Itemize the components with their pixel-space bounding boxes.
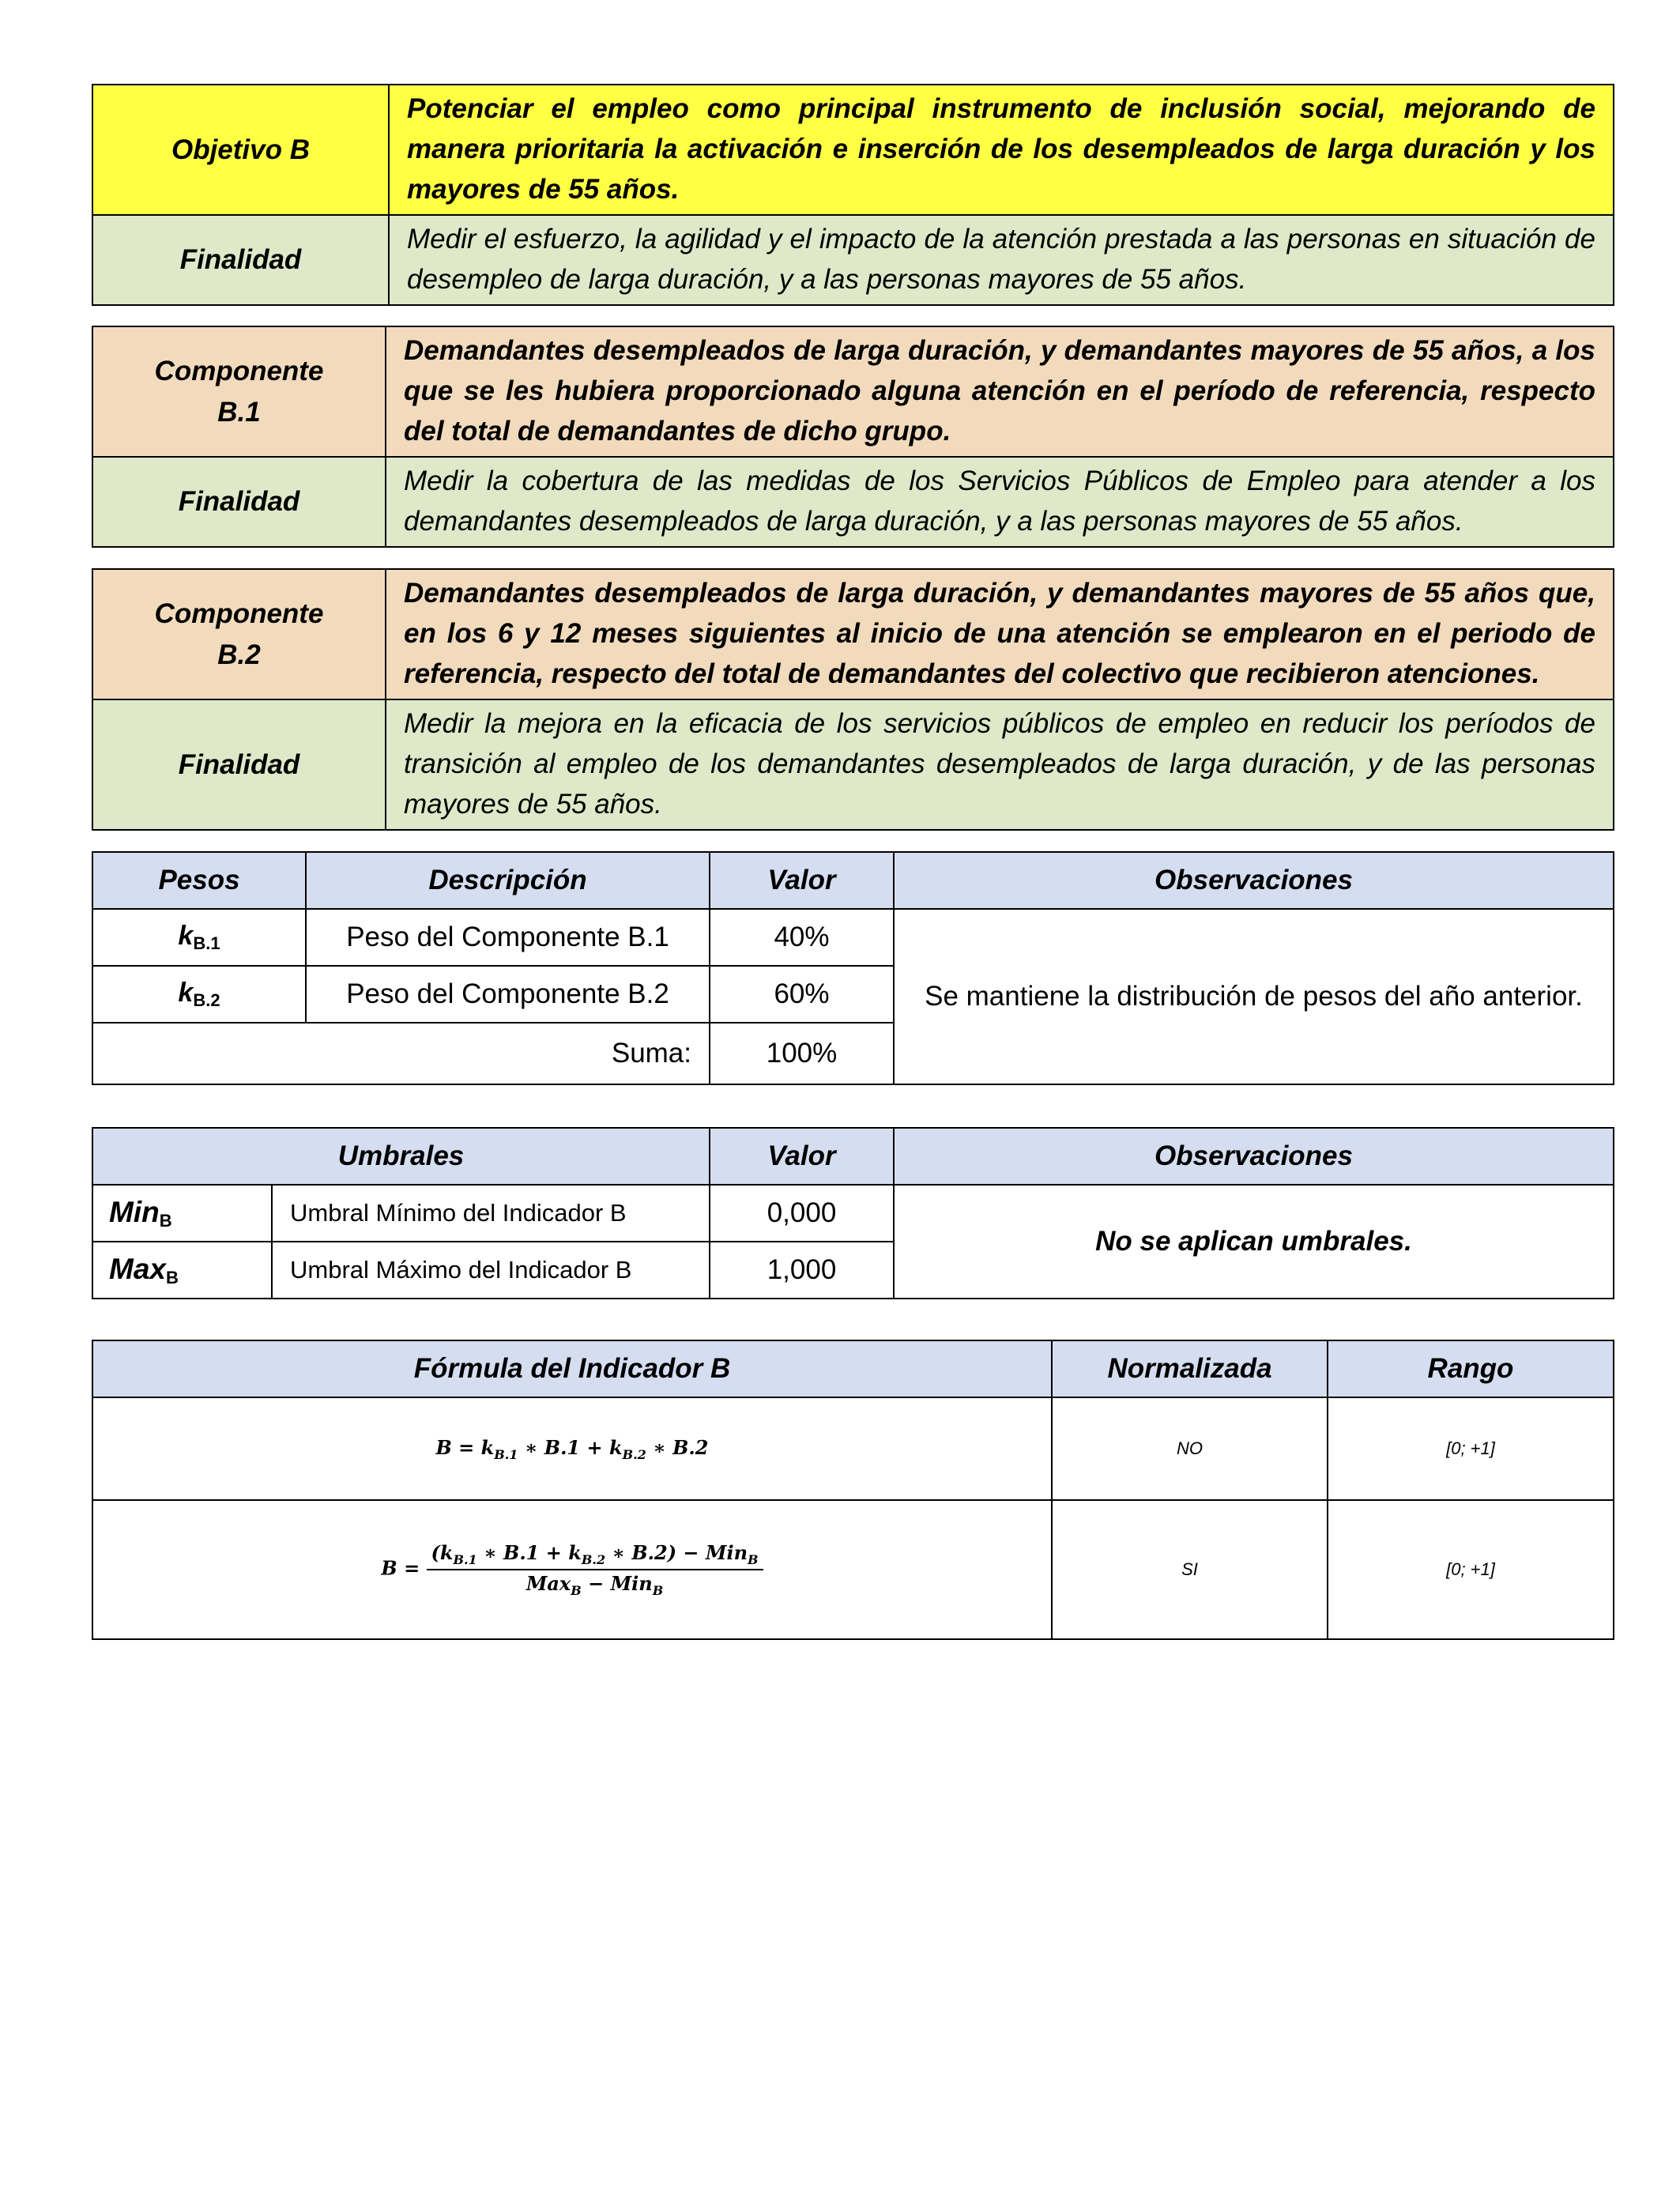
formula-header-formula: Fórmula del Indicador B — [92, 1340, 1052, 1397]
peso-desc-b2: Peso del Componente B.2 — [306, 966, 710, 1023]
componente-b1-text: Demandantes desempleados de larga duración, y demandantes mayores de 55 años, a los que se les hubiera proporcionado alguna atención en el período de referencia, respecto del total de demandantes de dicho grupo. — [386, 326, 1614, 457]
suma-valor: 100% — [710, 1023, 894, 1084]
peso-valor-b2: 60% — [710, 966, 894, 1023]
peso-k-b1 — [92, 909, 306, 966]
umbral-max-valor: 1,000 — [710, 1242, 894, 1299]
rango-no: [0; +1] — [1328, 1397, 1614, 1500]
pesos-table — [92, 851, 1614, 1085]
finalidad-b1-label: Finalidad — [92, 457, 386, 547]
pesos-header-valor: Valor — [710, 852, 894, 909]
peso-valor-b1: 40% — [710, 909, 894, 966]
umbral-min-subscript: B — [159, 1210, 172, 1231]
umbral-min-valor: 0,000 — [710, 1185, 894, 1242]
peso-k-symbol: k — [178, 978, 194, 1008]
finalidad-text: Medir el esfuerzo, la agilidad y el impacto de la atención prestada a las personas en situación de desempleo de larga duración, y a las personas mayores de 55 años. — [389, 215, 1614, 305]
formula-no-normalizada: $B = k_{B.1}$ ∗ $B.1 + k_{B.2}$ ∗ B.2 — [92, 1397, 1052, 1500]
componente-b2-label-line1: Componente — [154, 598, 324, 629]
umbrales-observacion: No se aplican umbrales. — [894, 1185, 1614, 1299]
componente-b2-label — [92, 569, 386, 699]
pesos-header-observaciones: Observaciones — [894, 852, 1614, 909]
finalidad-label: Finalidad — [92, 215, 389, 305]
componente-b1-label — [92, 326, 386, 457]
finalidad-b2-label: Finalidad — [92, 699, 386, 830]
umbral-max-desc: Umbral Máximo del Indicador B — [272, 1242, 710, 1299]
formula-denominator: Max$_B$ − Min$_B$ — [525, 1572, 664, 1598]
componente-b2-label-line2: B.2 — [217, 639, 261, 670]
finalidad-b2-text: Medir la mejora en la eficacia de los servicios públicos de empleo en reducir los períodos de transición al empleo de los demandantes desempleados de larga duración, y de las personas mayores de 55 años. — [386, 699, 1614, 830]
componente-b2-table — [92, 568, 1614, 831]
umbral-max-subscript: B — [165, 1267, 179, 1287]
umbral-max-name — [92, 1242, 272, 1299]
componente-b1-table — [92, 326, 1614, 548]
peso-k-subscript: B.1 — [193, 933, 220, 953]
formula-numerator: ($k_{B.1}$ ∗ $B.1 + k_{B.2}$ ∗ B.2) − Min$_B$ — [427, 1541, 763, 1570]
umbrales-header-observaciones: Observaciones — [894, 1128, 1614, 1185]
formula-normalizada: B = $\frac{(k_{B.1} ∗ B.1 + k_{B.2} ∗ B.2) - Min_B}{Max_B - Min_B}$ — [92, 1500, 1052, 1639]
formula-header-normalizada: Normalizada — [1052, 1340, 1328, 1397]
formula-fraction — [427, 1541, 763, 1598]
objetivo-label: Objetivo B — [92, 85, 389, 215]
componente-b2-text: Demandantes desempleados de larga duración, y demandantes mayores de 55 años que, en los 6 y 12 meses siguientes al inicio de una atención se emplearon en el periodo de referencia, respecto del total de demandantes del colectivo que recibieron atenciones. — [386, 569, 1614, 699]
peso-k-symbol: k — [178, 921, 194, 951]
umbrales-header-umbrales: Umbrales — [92, 1128, 710, 1185]
componente-b1-label-line2: B.1 — [217, 396, 261, 428]
normalizada-si: SI — [1052, 1500, 1328, 1639]
umbral-min-desc: Umbral Mínimo del Indicador B — [272, 1185, 710, 1242]
normalizada-no: NO — [1052, 1397, 1328, 1500]
umbral-min-name — [92, 1185, 272, 1242]
peso-k-b2 — [92, 966, 306, 1023]
pesos-header-descripcion: Descripción — [306, 852, 710, 909]
rango-si: [0; +1] — [1328, 1500, 1614, 1639]
peso-desc-b1: Peso del Componente B.1 — [306, 909, 710, 966]
objetivo-table — [92, 84, 1614, 306]
umbral-max-symbol: Max — [109, 1252, 166, 1285]
umbrales-table — [92, 1127, 1614, 1299]
finalidad-b1-text: Medir la cobertura de las medidas de los Servicios Públicos de Empleo para atender a los demandantes desempleados de larga duración, y a las personas mayores de 55 años. — [386, 457, 1614, 547]
pesos-header-pesos: Pesos — [92, 852, 306, 909]
componente-b1-label-line1: Componente — [154, 355, 324, 386]
peso-k-subscript: B.2 — [193, 990, 220, 1010]
formula-table — [92, 1340, 1614, 1640]
objetivo-text: Potenciar el empleo como principal instrumento de inclusión social, mejorando de manera prioritaria la activación e inserción de los desempleados de larga duración y los mayores de 55 años. — [389, 85, 1614, 215]
formula-header-rango: Rango — [1328, 1340, 1614, 1397]
umbrales-header-valor: Valor — [710, 1128, 894, 1185]
suma-label: Suma: — [92, 1023, 710, 1084]
umbral-min-symbol: Min — [109, 1195, 160, 1228]
pesos-observacion: Se mantiene la distribución de pesos del año anterior. — [894, 909, 1614, 1084]
